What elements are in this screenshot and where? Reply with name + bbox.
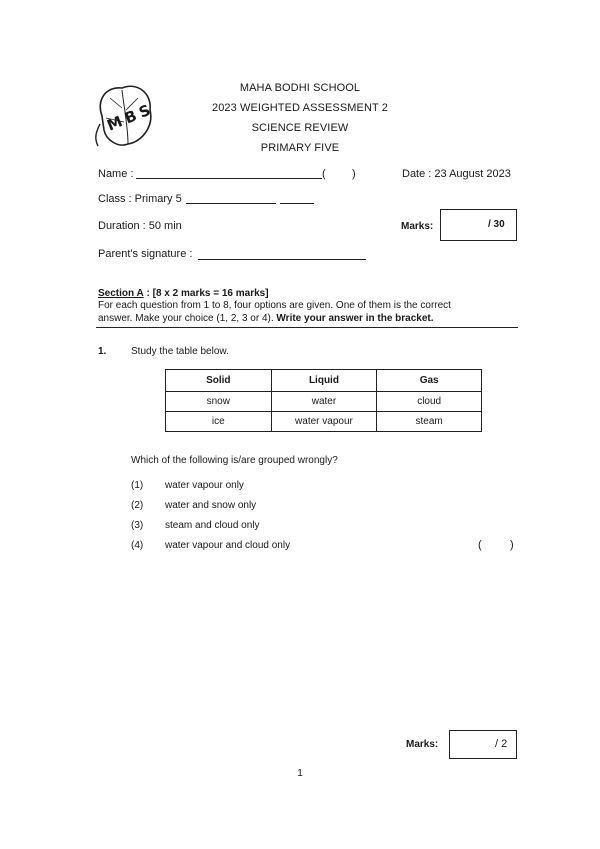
name-index-close: ) <box>352 168 356 180</box>
page-number: 1 <box>297 768 303 779</box>
option-number: (3) <box>131 520 144 531</box>
answer-bracket-close: ) <box>510 539 514 551</box>
assessment-title: 2023 WEIGHTED ASSESSMENT 2 <box>211 102 388 114</box>
parent-signature-label: Parent's signature : <box>98 248 193 260</box>
level-title: PRIMARY FIVE <box>260 142 340 154</box>
instruction-bold: Write your answer in the bracket. <box>276 313 434 324</box>
option-text: water and snow only <box>165 500 257 511</box>
table-header-solid: Solid <box>166 370 272 392</box>
class-field-line-2 <box>280 203 314 204</box>
question-stem: Which of the following is/are grouped wrongly? <box>131 455 338 466</box>
table-header-row <box>166 370 482 392</box>
section-instruction-1: For each question from 1 to 8, four options are given. One of them is the correct <box>98 300 451 311</box>
footer-marks-total: / 2 <box>495 738 508 750</box>
table-cell: ice <box>166 412 272 432</box>
table-header-gas: Gas <box>377 370 482 392</box>
section-marks: : [8 x 2 marks = 16 marks] <box>146 288 269 299</box>
name-field-line <box>136 178 322 179</box>
marks-total: / 30 <box>488 219 505 230</box>
class-label: Class : Primary 5 <box>98 193 182 205</box>
parent-signature-line <box>198 259 366 260</box>
logo-lettering: MBS <box>104 99 157 135</box>
table-row <box>166 392 482 412</box>
table-cell: steam <box>377 412 482 432</box>
table-cell: cloud <box>377 392 482 412</box>
table-cell: water vapour <box>271 412 377 432</box>
option-text: water vapour and cloud only <box>165 540 291 551</box>
section-instruction-2 <box>98 313 434 324</box>
name-index-open: ( <box>322 168 326 180</box>
duration-label: Duration : 50 min <box>98 220 182 232</box>
option-text: water vapour only <box>165 480 244 491</box>
table-cell: snow <box>166 392 272 412</box>
states-table <box>165 369 482 432</box>
instruction-plain: answer. Make your choice (1, 2, 3 or 4). <box>98 313 274 324</box>
section-heading <box>98 288 269 299</box>
question-number: 1. <box>98 346 107 357</box>
table-cell: water <box>271 392 377 412</box>
section-divider <box>96 327 518 328</box>
subject-title: SCIENCE REVIEW <box>251 122 349 134</box>
answer-bracket-open: ( <box>478 539 482 551</box>
table-header-liquid: Liquid <box>271 370 377 392</box>
name-label: Name : <box>98 168 134 180</box>
footer-marks-label: Marks: <box>406 739 439 750</box>
question-prompt: Study the table below. <box>131 346 229 357</box>
marks-label: Marks: <box>401 221 434 232</box>
table-row <box>166 412 482 432</box>
marks-box <box>440 209 517 241</box>
option-number: (4) <box>131 540 144 551</box>
option-number: (2) <box>131 500 144 511</box>
option-number: (1) <box>131 480 144 491</box>
date-label: Date : 23 August 2023 <box>402 168 511 180</box>
section-title: Section A <box>98 288 144 299</box>
option-text: steam and cloud only <box>165 520 260 531</box>
class-field-line <box>186 203 276 204</box>
school-name: MAHA BODHI SCHOOL <box>239 82 361 94</box>
